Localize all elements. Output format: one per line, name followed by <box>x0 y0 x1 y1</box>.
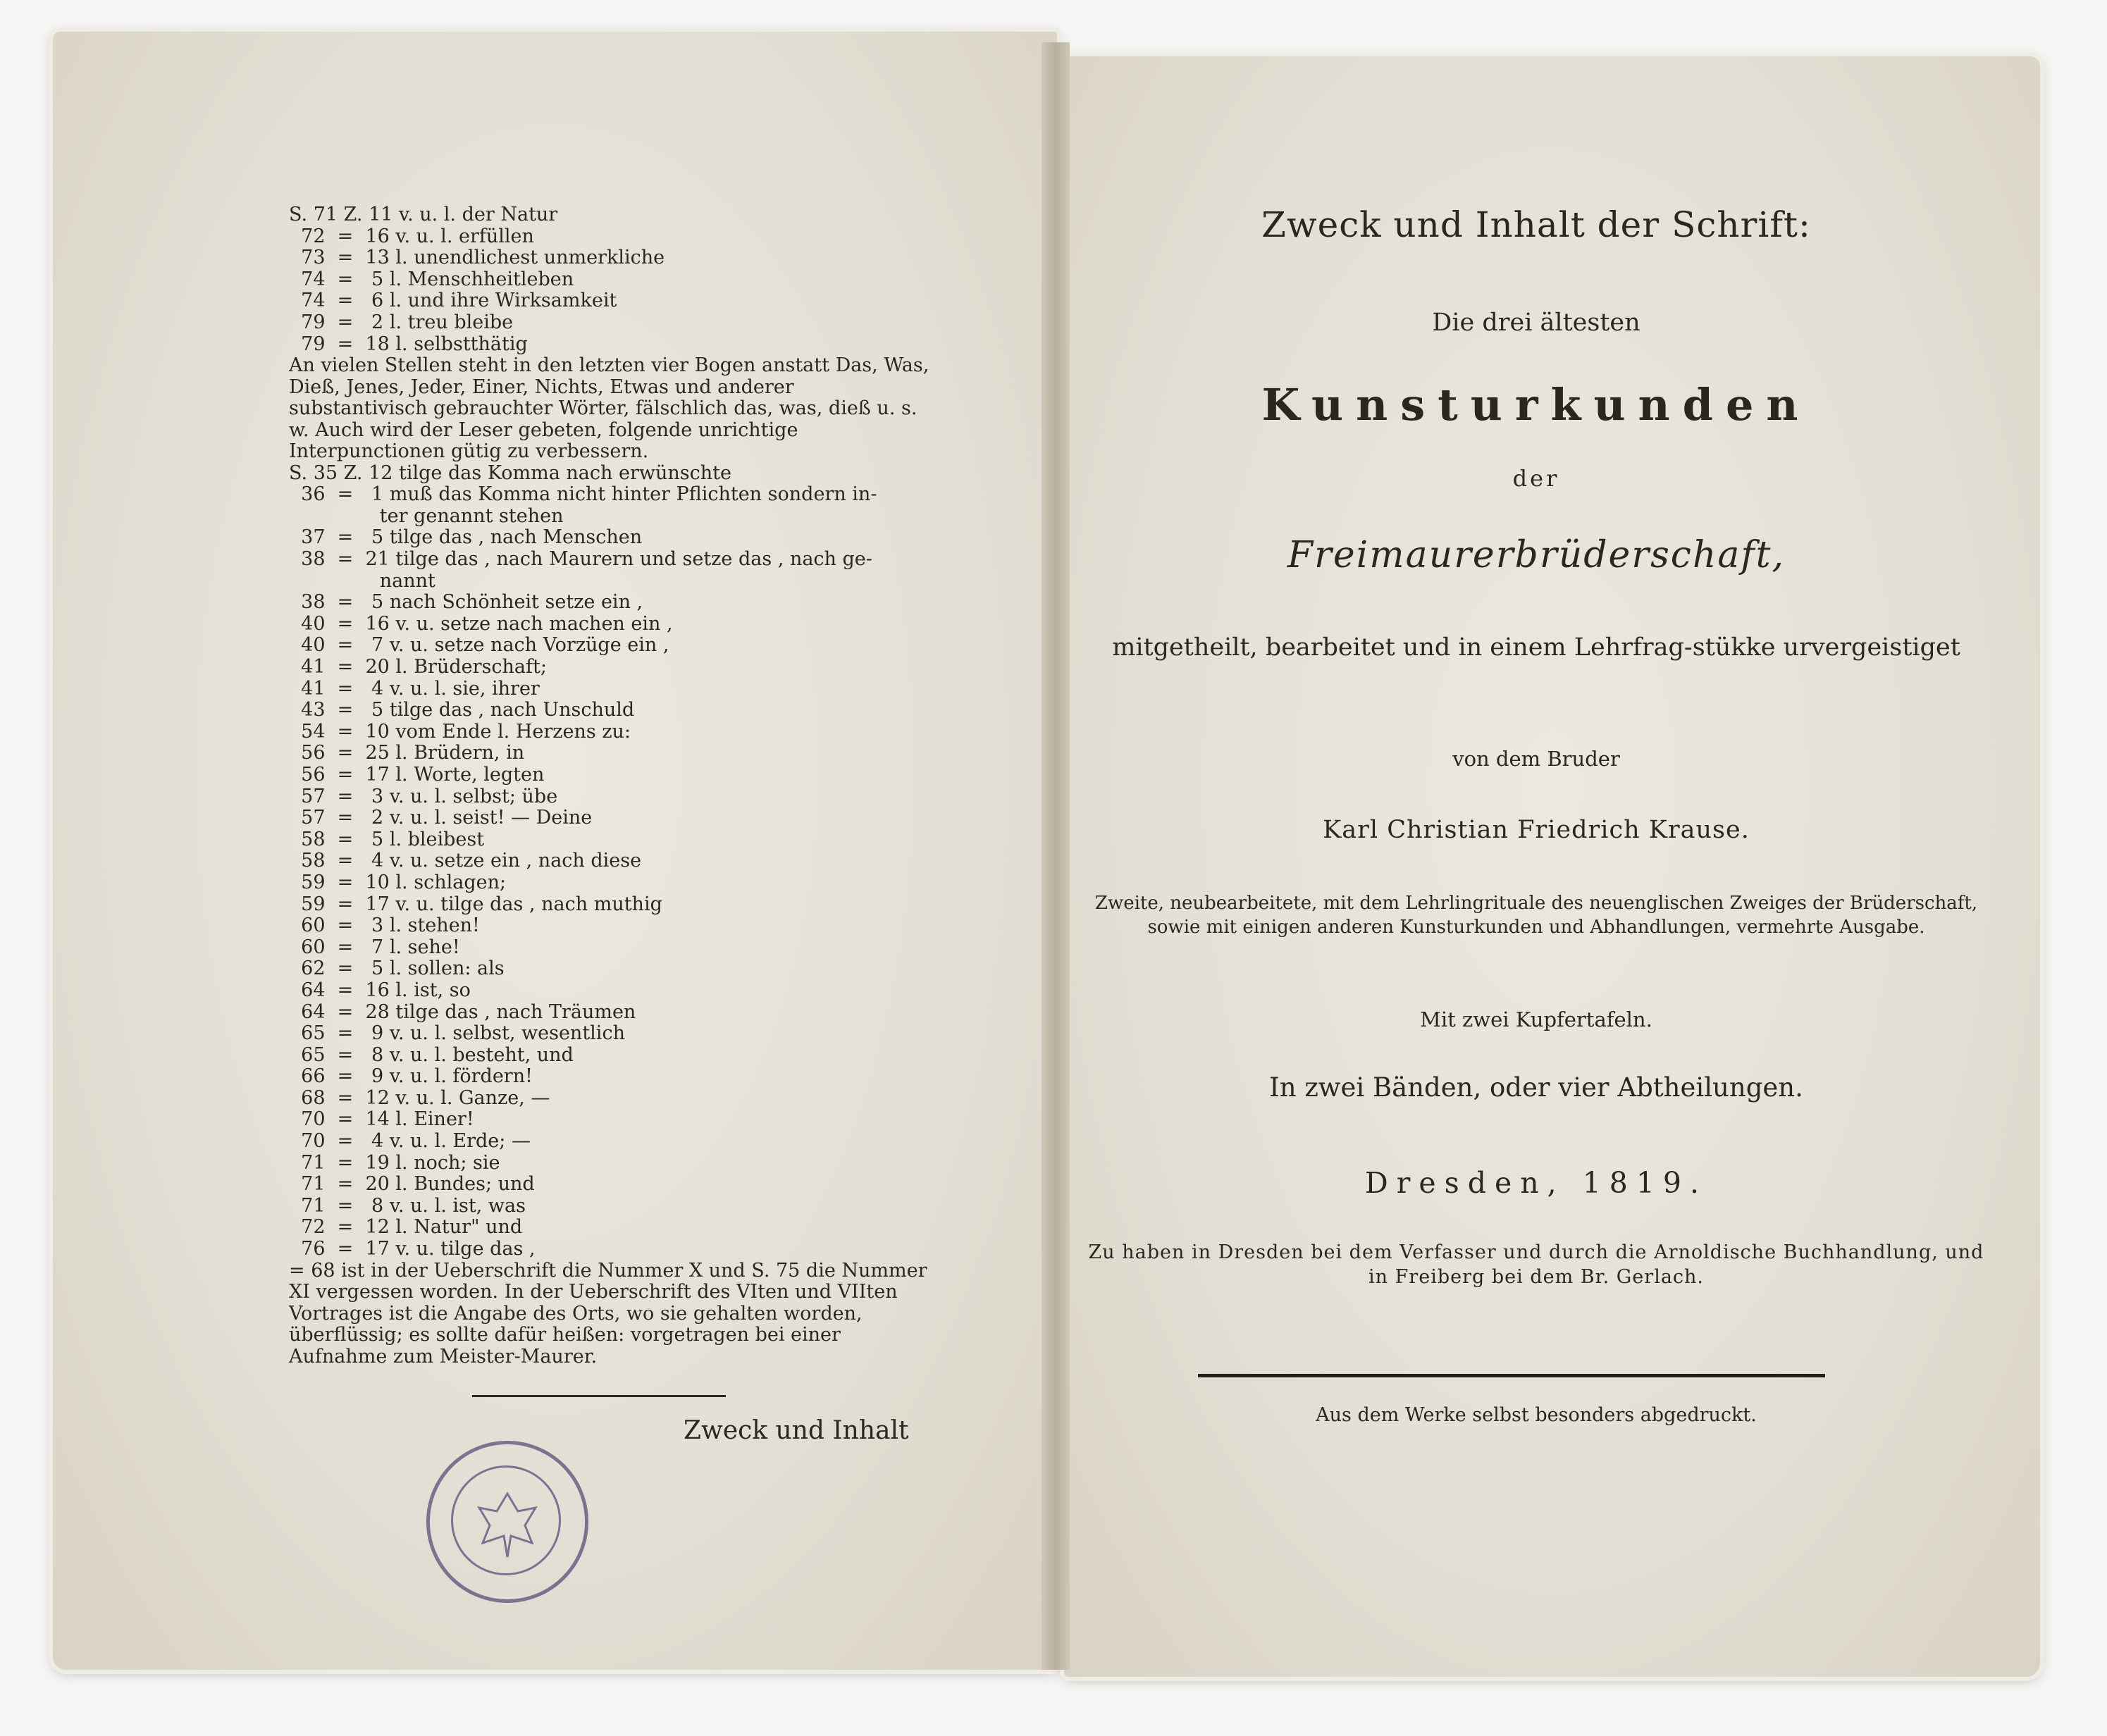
errata-line: nannt <box>289 569 435 592</box>
errata-line: 68 = 12 v. u. l. Ganze, — <box>289 1086 550 1109</box>
errata-line: ter genannt stehen <box>289 504 564 527</box>
footer-note: Aus dem Werke selbst besonders abgedruckt. <box>1316 1404 1757 1426</box>
errata-line: 79 = 18 l. selbstthätig <box>289 333 528 355</box>
errata-line: 71 = 19 l. noch; sie <box>289 1151 500 1174</box>
left-divider-rule <box>472 1395 726 1397</box>
errata-line: 74 = 5 l. Menschheitleben <box>289 268 574 290</box>
errata-line: 59 = 17 v. u. tilge das , nach muthig <box>289 893 662 915</box>
errata-line: 60 = 3 l. stehen! <box>289 914 480 937</box>
book-spine <box>1042 42 1070 1670</box>
errata-line: 62 = 5 l. sollen: als <box>289 957 505 980</box>
errata-line: 58 = 5 l. bleibest <box>289 828 485 850</box>
eagle-icon <box>430 1444 585 1599</box>
errata-line: 60 = 7 l. sehe! <box>289 936 460 958</box>
author: Karl Christian Friedrich Krause. <box>1323 816 1750 844</box>
errata-line: 37 = 5 tilge das , nach Menschen <box>289 526 643 549</box>
errata-line: 65 = 8 v. u. l. besteht, und <box>289 1043 574 1066</box>
right-page <box>1064 56 2040 1677</box>
errata-line: S. 71 Z. 11 v. u. l. der Natur <box>289 204 558 225</box>
errata-line: 40 = 7 v. u. setze nach Vorzüge ein , <box>289 634 669 657</box>
errata-line: 79 = 2 l. treu bleibe <box>289 311 514 333</box>
von-dem-bruder: von dem Bruder <box>1452 747 1620 771</box>
errata-line: 76 = 17 v. u. tilge das , <box>289 1238 536 1260</box>
description: mitgetheilt, bearbeitet und in einem Lehrfrag-stükke urvergeistiget <box>1112 633 1960 662</box>
place-year: Dresden, 1819. <box>1364 1166 1708 1200</box>
errata-list <box>289 204 937 1368</box>
errata-line: 72 = 16 v. u. l. erfüllen <box>289 225 534 247</box>
errata-line: 71 = 8 v. u. l. ist, was <box>289 1194 526 1217</box>
library-stamp-icon <box>426 1441 588 1603</box>
errata-line: 70 = 4 v. u. l. Erde; — <box>289 1130 531 1153</box>
subtitle: Die drei ältesten <box>1432 309 1641 337</box>
errata-line: 73 = 13 l. unendlichest unmerkliche <box>289 247 665 269</box>
errata-line: 40 = 16 v. u. setze nach machen ein , <box>289 612 673 635</box>
errata-line: 65 = 9 v. u. l. selbst, wesentlich <box>289 1022 625 1045</box>
freimaurer-title: Freimaurerbrüderschaft, <box>1287 534 1786 576</box>
errata-line: 56 = 25 l. Brüdern, in <box>289 742 525 764</box>
title: Zweck und Inhalt der Schrift: <box>1261 204 1811 245</box>
errata-paragraph: = 68 ist in der Ueberschrift die Nummer X und S. 75 die Nummer XI vergessen worden. In der Ueberschrift des VIten und VIIten Vortrages ist die Angabe des Orts, wo sie gehalten worden, überflüssig; es sollte dafür heißen: vorgetragen bei einer Aufnahme zum Meister-Maurer. <box>289 1259 927 1368</box>
errata-paragraph: An vielen Stellen steht in den letzten vier Bogen anstatt Das, Was, Dieß, Jenes, Jeder, Einer, Nichts, Etwas und anderer substantivisch gebrauchter Wörter, fälschlich das, was, dieß u. s. w. Auch wird der Leser gebeten, folgende unrichtige Interpunctionen gütig zu verbessern. <box>289 354 929 463</box>
main-title: Kunsturkunden <box>1261 379 1811 430</box>
errata-line: 64 = 16 l. ist, so <box>289 979 471 1001</box>
errata-line: 41 = 20 l. Brüderschaft; <box>289 656 547 678</box>
errata-line: S. 35 Z. 12 tilge das Komma nach erwünschte <box>289 461 731 484</box>
errata-line: 70 = 14 l. Einer! <box>289 1108 474 1131</box>
errata-line: 38 = 21 tilge das , nach Maurern und setze das , nach ge- <box>289 548 872 571</box>
errata-line: 72 = 12 l. Natur" und <box>289 1216 523 1239</box>
errata-line: 41 = 4 v. u. l. sie, ihrer <box>289 677 540 700</box>
availability-note: Zu haben in Dresden bei dem Verfasser und durch die Arnoldische Buchhandlung, und in Freiberg bei dem Br. Gerlach. <box>1088 1241 1984 1288</box>
errata-line: 57 = 3 v. u. l. selbst; übe <box>289 785 558 807</box>
errata-line: 74 = 6 l. und ihre Wirksamkeit <box>289 290 617 312</box>
der-word: der <box>1512 465 1560 492</box>
edition-note: Zweite, neubearbeitete, mit dem Lehrlingrituale des neuenglischen Zweiges der Brüderschaft, sowie mit einigen anderen Kunsturkunden und Abhandlungen, vermehrte Ausgabe. <box>1094 893 1978 938</box>
catchword: Zweck und Inhalt <box>684 1416 909 1445</box>
errata-line: 64 = 28 tilge das , nach Träumen <box>289 1000 636 1023</box>
right-divider-rule <box>1198 1374 1825 1377</box>
errata-line: 71 = 20 l. Bundes; und <box>289 1173 535 1196</box>
plates-note: Mit zwei Kupfertafeln. <box>1420 1008 1652 1031</box>
errata-line: 56 = 17 l. Worte, legten <box>289 763 545 786</box>
errata-line: 54 = 10 vom Ende l. Herzens zu: <box>289 720 631 743</box>
errata-line: 59 = 10 l. schlagen; <box>289 871 507 893</box>
errata-line: 43 = 5 tilge das , nach Unschuld <box>289 699 635 721</box>
errata-line: 38 = 5 nach Schönheit setze ein , <box>289 591 643 614</box>
errata-line: 57 = 2 v. u. l. seist! — Deine <box>289 807 593 829</box>
errata-line: 58 = 4 v. u. setze ein , nach diese <box>289 850 642 872</box>
errata-line: 66 = 9 v. u. l. fördern! <box>289 1065 533 1088</box>
volumes-note: In zwei Bänden, oder vier Abtheilungen. <box>1269 1072 1803 1103</box>
errata-line: 36 = 1 muß das Komma nicht hinter Pflichten sondern in- <box>289 483 877 506</box>
